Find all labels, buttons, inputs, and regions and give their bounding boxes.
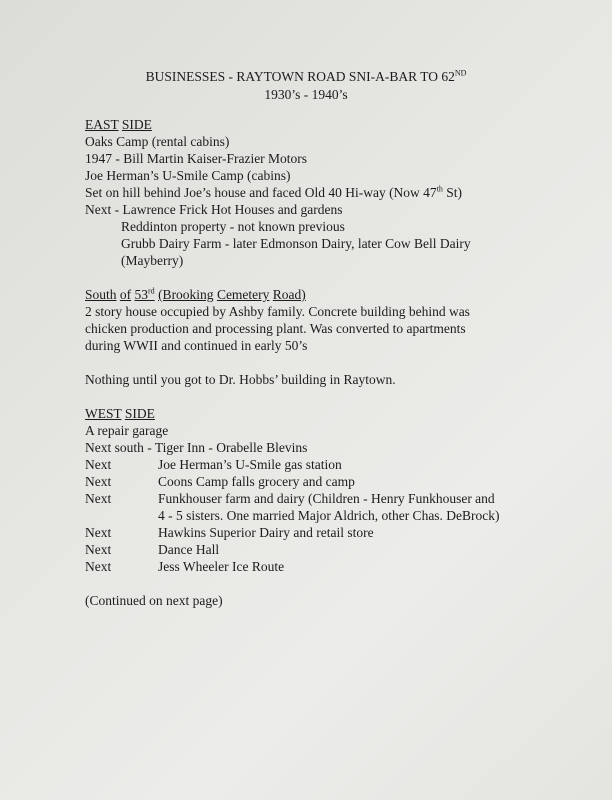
west-heading-word2: SIDE — [124, 406, 155, 421]
document-subtitle: 1930’s - 1940’s — [264, 87, 348, 102]
west-row-text: Hawkins Superior Dairy and retail store — [158, 525, 374, 540]
spacer — [85, 388, 585, 405]
south-heading-of: of — [119, 287, 132, 302]
title-superscript: ND — [454, 68, 467, 78]
south-line: 2 story house occupied by Ashby family. Concrete building behind was — [85, 304, 470, 319]
east-hill-line — [85, 184, 585, 201]
west-row-label: Next — [85, 491, 112, 506]
west-row-label: Next — [85, 457, 112, 472]
west-row-text: 4 - 5 sisters. One married Major Aldrich, other Chas. DeBrock) — [158, 508, 500, 523]
west-row-label: Next — [85, 474, 112, 489]
west-row — [85, 558, 585, 575]
south-heading-53 — [135, 287, 155, 302]
east-line: 1947 - Bill Martin Kaiser-Frazier Motors — [85, 151, 308, 166]
west-row — [85, 490, 585, 507]
south-line: chicken production and processing plant. Was converted to apartments — [85, 321, 466, 336]
east-indented-line: Grubb Dairy Farm - later Edmonson Dairy, later Cow Bell Dairy — [121, 236, 471, 251]
south-heading-south: South — [85, 287, 117, 302]
title-text: BUSINESSES - RAYTOWN ROAD SNI-A-BAR TO 62 — [145, 69, 455, 84]
west-row — [85, 473, 585, 490]
west-row-label — [85, 507, 158, 524]
document-body — [85, 116, 585, 609]
west-row — [85, 541, 585, 558]
west-line: A repair garage — [85, 423, 169, 438]
east-line: Oaks Camp (rental cabins) — [85, 134, 230, 149]
west-row — [85, 456, 585, 473]
east-heading-word2: SIDE — [121, 117, 152, 132]
east-next-line: Next - Lawrence Frick Hot Houses and gardens — [85, 202, 343, 217]
nothing-until-line: Nothing until you got to Dr. Hobbs’ building in Raytown. — [85, 372, 396, 387]
south-heading-road: Road) — [272, 287, 306, 302]
spacer — [85, 575, 585, 592]
west-row-label: Next — [85, 525, 112, 540]
east-indented-line: Reddinton property - not known previous — [121, 219, 345, 234]
document-title — [0, 67, 612, 86]
spacer — [85, 354, 585, 371]
south-heading-superscript: rd — [148, 286, 155, 296]
hill-line-pre: Set on hill behind Joe’s house and faced Old 40 Hi-way (Now 47 — [85, 185, 437, 200]
west-row-text: Jess Wheeler Ice Route — [158, 559, 285, 574]
west-row-text: Coons Camp falls grocery and camp — [158, 474, 355, 489]
east-heading-word1: EAST — [85, 117, 119, 132]
west-side-heading — [85, 405, 585, 422]
east-side-heading — [85, 116, 585, 133]
hill-line-superscript: th — [436, 184, 443, 194]
west-row — [85, 524, 585, 541]
south-heading — [85, 286, 585, 303]
west-row-text: Funkhouser farm and dairy (Children - Henry Funkhouser and — [158, 491, 495, 506]
south-heading-number: 53 — [134, 287, 149, 302]
west-line: Next south - Tiger Inn - Orabelle Blevins — [85, 440, 308, 455]
south-line: during WWII and continued in early 50’s — [85, 338, 308, 353]
continued-note: (Continued on next page) — [85, 593, 223, 608]
south-heading-cemetery: Cemetery — [216, 287, 270, 302]
west-heading-word1: WEST — [85, 406, 122, 421]
west-row-label: Next — [85, 542, 112, 557]
west-row-label: Next — [85, 559, 112, 574]
east-line: Joe Herman’s U-Smile Camp (cabins) — [85, 168, 291, 183]
spacer — [85, 269, 585, 286]
west-row — [85, 507, 585, 524]
west-row-text: Dance Hall — [158, 542, 220, 557]
south-heading-brooking: (Brooking — [158, 287, 214, 302]
west-row-text: Joe Herman’s U-Smile gas station — [158, 457, 342, 472]
east-indented-line: (Mayberry) — [121, 253, 184, 268]
hill-line-post: St) — [442, 185, 463, 200]
